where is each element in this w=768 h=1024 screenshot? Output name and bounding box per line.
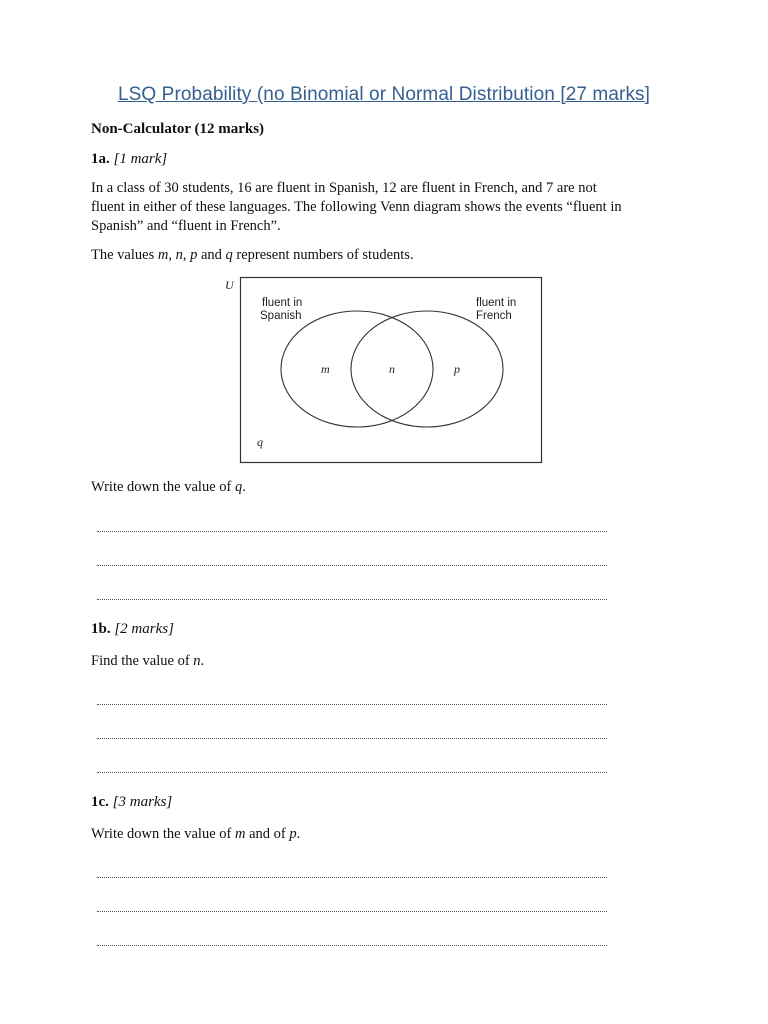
variable-n: n <box>175 247 183 263</box>
question-marks: [3 marks] <box>112 794 173 810</box>
question-1c-prompt <box>91 825 691 844</box>
region-n-label: n <box>389 362 395 376</box>
answer-line[interactable] <box>97 911 607 912</box>
prompt-variable: p <box>289 826 297 842</box>
question-number: 1a. <box>91 151 110 167</box>
values-statement <box>91 246 691 265</box>
spanish-circle <box>281 311 433 427</box>
variable-p: p <box>190 247 198 263</box>
venn-diagram <box>221 276 551 468</box>
region-m-label: m <box>321 362 330 376</box>
variable-q: q <box>225 247 233 263</box>
page-title: LSQ Probability (no Binomial or Normal Distribution [27 marks] <box>117 84 651 105</box>
question-1b-heading <box>91 621 174 638</box>
question-1c-heading <box>91 794 172 811</box>
universe-label: U <box>225 278 234 292</box>
question-1a-prompt <box>91 478 691 497</box>
french-circle <box>351 311 503 427</box>
answer-line[interactable] <box>97 738 607 739</box>
question-1a-intro <box>91 179 691 236</box>
section-heading: Non-Calculator (12 marks) <box>91 121 265 137</box>
intro-line: In a class of 30 students, 16 are fluent in Spanish, 12 are fluent in French, and 7 are not <box>91 180 597 196</box>
prompt-text: . <box>242 479 246 495</box>
statement-text: represent numbers of students. <box>232 247 414 263</box>
question-1b-prompt <box>91 652 691 671</box>
spanish-label-line1: fluent in <box>262 297 303 309</box>
question-number: 1b. <box>91 621 111 637</box>
intro-line: Spanish” and “fluent in French”. <box>91 218 281 234</box>
prompt-text: Write down the value of <box>91 479 235 495</box>
answer-line[interactable] <box>97 531 607 532</box>
question-number: 1c. <box>91 794 109 810</box>
prompt-text: Write down the value of <box>91 826 235 842</box>
intro-line: fluent in either of these languages. The following Venn diagram shows the events “fluent in <box>91 199 622 215</box>
region-q-label: q <box>257 435 263 449</box>
answer-line[interactable] <box>97 599 607 600</box>
french-label-line1: fluent in <box>476 297 517 309</box>
question-marks: [1 mark] <box>113 151 168 167</box>
prompt-text: Find the value of <box>91 653 194 669</box>
french-label-line2: French <box>476 310 512 322</box>
statement-text: and <box>197 247 226 263</box>
answer-line[interactable] <box>97 945 607 946</box>
prompt-text: . <box>296 826 301 842</box>
prompt-variable: m <box>234 826 246 842</box>
prompt-variable: q <box>234 479 243 495</box>
prompt-variable: n <box>193 653 201 669</box>
region-p-label: p <box>454 362 460 376</box>
variable-m: m <box>157 247 169 263</box>
prompt-text: . <box>200 653 205 669</box>
prompt-text: and of <box>245 826 290 842</box>
answer-line[interactable] <box>97 565 607 566</box>
answer-line[interactable] <box>97 704 607 705</box>
spanish-label-line2: Spanish <box>260 310 302 322</box>
statement-text: , <box>168 247 176 263</box>
question-1a-heading <box>91 151 167 168</box>
statement-text: , <box>182 247 191 263</box>
answer-line[interactable] <box>97 877 607 878</box>
question-marks: [2 marks] <box>114 621 174 637</box>
answer-line[interactable] <box>97 772 607 773</box>
statement-text: The values <box>91 247 158 263</box>
